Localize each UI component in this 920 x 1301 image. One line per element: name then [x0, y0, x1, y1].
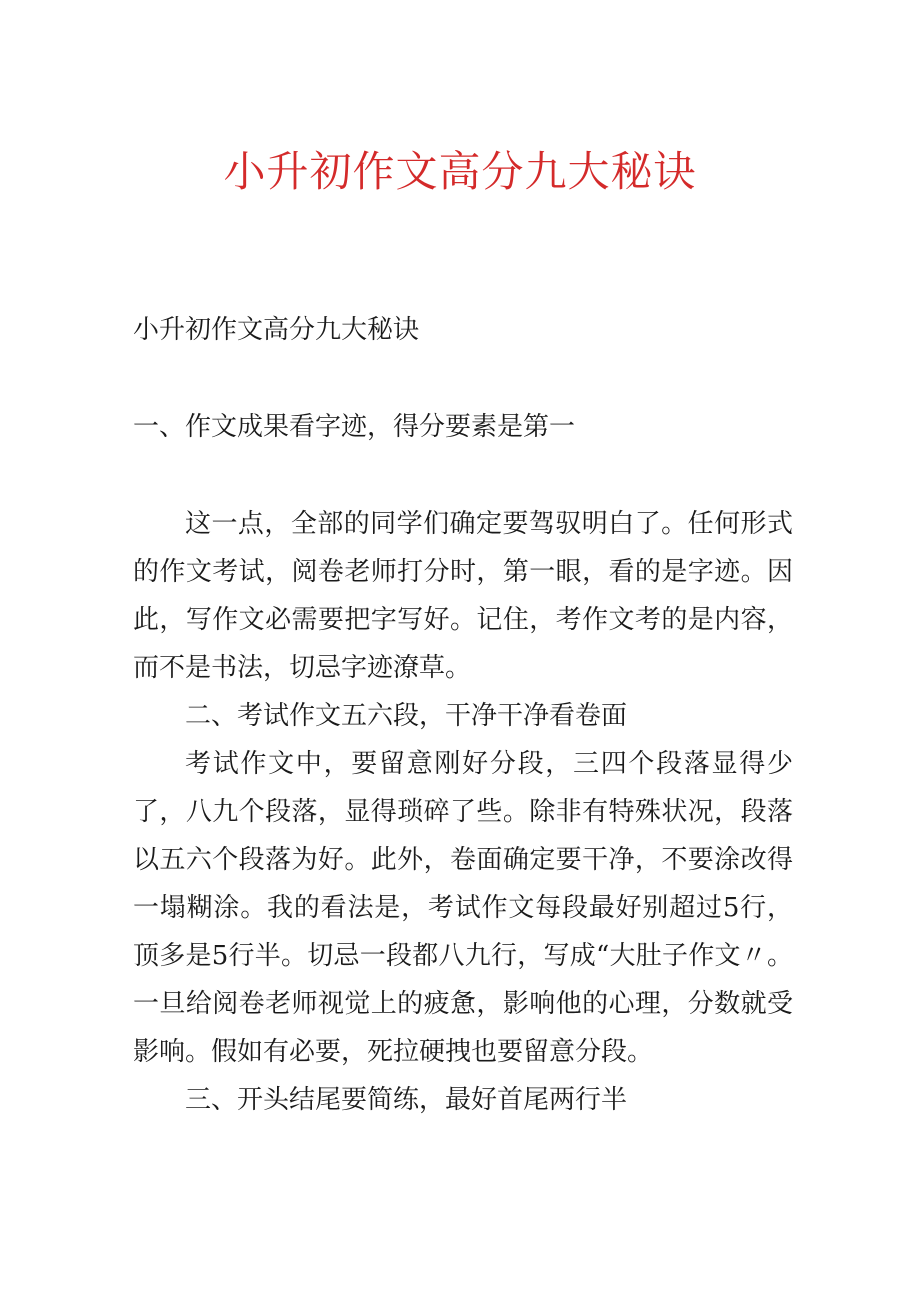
section-heading-1: 一、作文成果看字迹，得分要素是第一: [133, 412, 576, 442]
document-subtitle: 小升初作文高分九大秘诀: [133, 315, 420, 345]
paragraph-2: 考试作文中，要留意刚好分段，三四个段落显得少了，八九个段落，显得琐碎了些。除非有特殊状况，段落以五六个段落为好。此外，卷面确定要干净，不要涂改得一塌糊涂。我的看法是，考试作文每段最好别超过5行，顶多是5行半。切忌一段都八九行，写成“大肚子作文〃。一旦给阅卷老师视觉上的疲惫，影响他的心理，分数就受影响。假如有必要，死拉硬拽也要留意分段。: [133, 749, 793, 1067]
paragraph-1: 这一点，全部的同学们确定要驾驭明白了。任何形式的作文考试，阅卷老师打分时，第一眼，看的是字迹。因此，写作文必需要把字写好。记住，考作文考的是内容，而不是书法，切忌字迹潦草。: [133, 509, 793, 683]
document-body: [133, 500, 793, 1124]
document-title: 小升初作文高分九大秘诀: [223, 147, 697, 196]
section-heading-3: 三、开头结尾要简练，最好首尾两行半: [185, 1085, 628, 1115]
section-heading-2: 二、考试作文五六段，干净干净看卷面: [185, 701, 628, 731]
